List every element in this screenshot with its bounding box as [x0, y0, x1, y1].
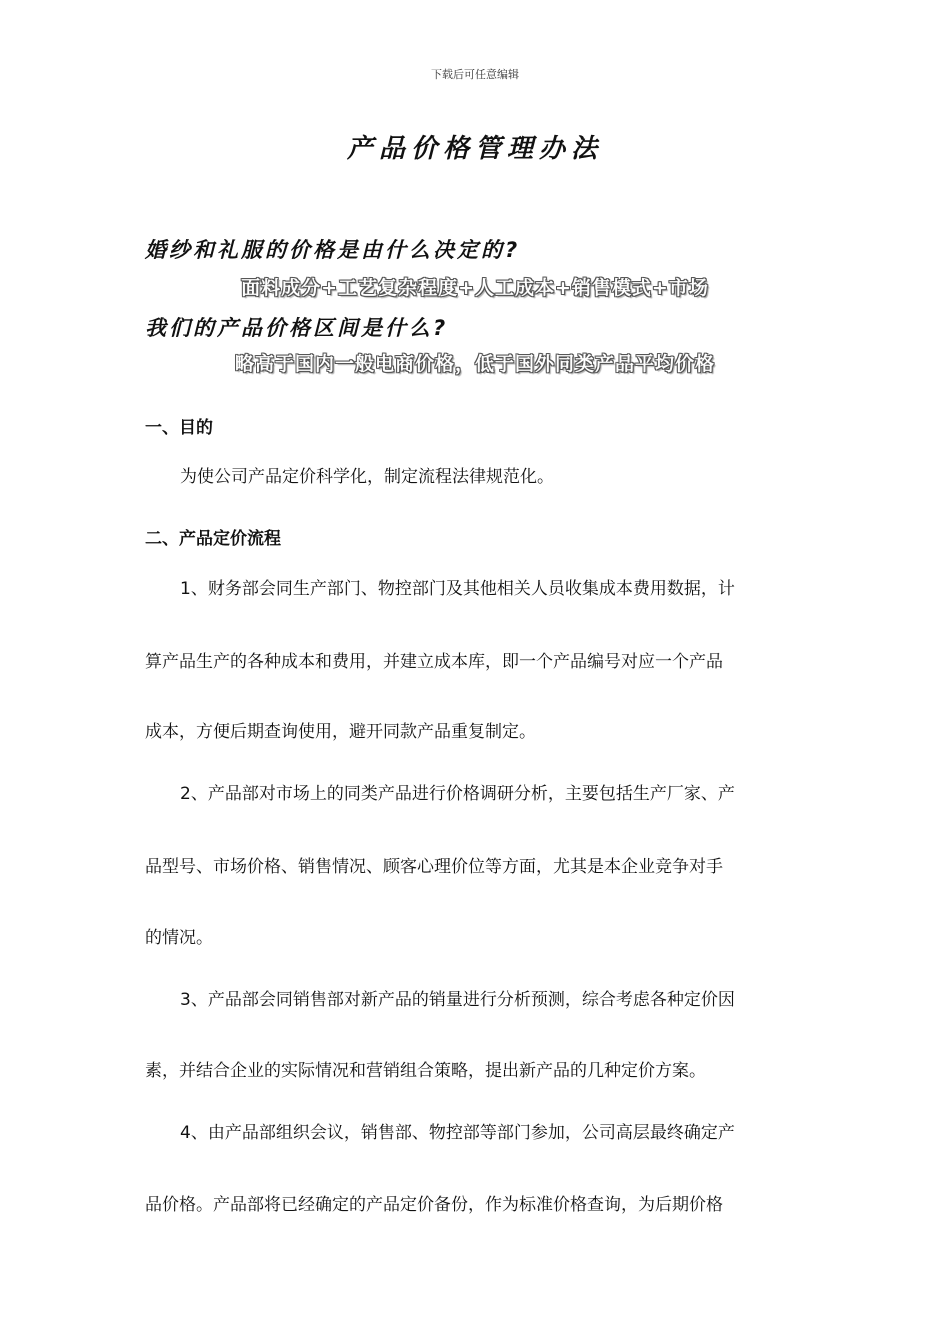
- section-heading-pricing-process: 二、产品定价流程: [145, 529, 281, 549]
- question-2: 我们的产品价格区间是什么?: [145, 316, 449, 340]
- answer-2: 略高于国内一般电商价格，低于国外同类产品平均价格: [234, 353, 715, 375]
- page-title: 产品价格管理办法: [346, 134, 603, 164]
- paragraph-line: 3、产品部会同销售部对新产品的销量进行分析预测，综合考虑各种定价因: [180, 990, 735, 1010]
- paragraph-line: 成本，方便后期查询使用，避开同款产品重复制定。: [145, 722, 536, 742]
- header-note: 下载后可任意编辑: [431, 68, 519, 81]
- paragraph-line: 4、由产品部组织会议，销售部、物控部等部门参加，公司高层最终确定产: [180, 1123, 735, 1143]
- paragraph-line: 2、产品部对市场上的同类产品进行价格调研分析，主要包括生产厂家、产: [180, 784, 735, 804]
- paragraph-line: 品型号、市场价格、销售情况、顾客心理价位等方面，尤其是本企业竞争对手: [145, 857, 723, 877]
- paragraph-line: 素，并结合企业的实际情况和营销组合策略，提出新产品的几种定价方案。: [145, 1061, 706, 1081]
- answer-1: 面料成分+工艺复杂程度+人工成本+销售模式+市场: [241, 277, 709, 299]
- paragraph-line: 1、财务部会同生产部门、物控部门及其他相关人员收集成本费用数据，计: [180, 579, 735, 599]
- purpose-text: 为使公司产品定价科学化，制定流程法律规范化。: [180, 467, 554, 487]
- paragraph-line: 算产品生产的各种成本和费用，并建立成本库，即一个产品编号对应一个产品: [145, 652, 723, 672]
- section-heading-purpose: 一、目的: [145, 418, 213, 438]
- paragraph-line: 品价格。产品部将已经确定的产品定价备份，作为标准价格查询，为后期价格: [145, 1195, 723, 1215]
- question-1: 婚纱和礼服的价格是由什么决定的?: [145, 238, 521, 262]
- paragraph-line: 的情况。: [145, 928, 213, 948]
